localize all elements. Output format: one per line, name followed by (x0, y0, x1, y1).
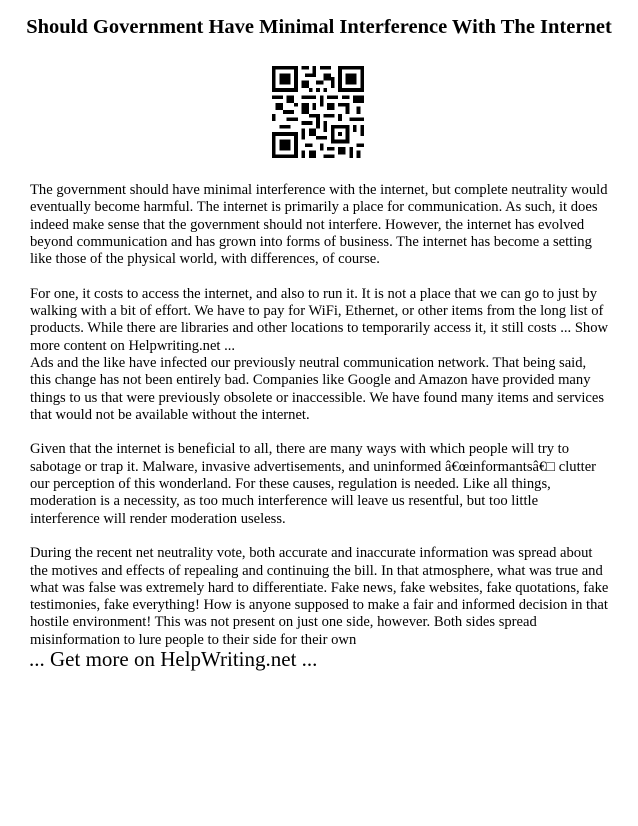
article-body (30, 182, 610, 649)
paragraph-cost: For one, it costs to access the internet, and also to run it. It is not a place that we can go to just by walking with a bit of effort. We have to pay for WiFi, Ethernet, or other items from the long list of products. While there are libraries and other locations to temporarily access it, it still costs ... Show more content on Helpwriting.net ... (30, 285, 609, 354)
document-title: Should Government Have Minimal Interference With The Internet (26, 16, 612, 38)
paragraph-regulation: Given that the internet is beneficial to all, there are many ways with which people will try to sabotage or trap it. Malware, invasive advertisements, and uninformed â€œinformantsâ€□ clutter our perception of this wonderland. For these causes, regulation is needed. Like all things, moderation is a necessity, as too much interference will leave us resentful, but too little interference will render moderation useless. (30, 441, 597, 527)
paragraph-intro: The government should have minimal interference with the internet, but complete neutrality would eventually become harmful. The internet is primarily a place for communication. As such, it does indeed make sense that the government should not interfere. However, the internet has evolved beyond communication and has grown into forms of business. The internet has become a setting like those of the physical world, with differences, of course. (30, 182, 608, 268)
paragraph-ads: Ads and the like have infected our previously neutral communication network. That being said, this change has not been entirely bad. Companies like Google and Amazon have provided many things to us that were previously obsolete or inaccessible. We have found many items and services that would not be available without the internet. (30, 354, 605, 423)
qr-code-icon (272, 66, 364, 158)
paragraph-neutrality-vote: During the recent net neutrality vote, both accurate and inaccurate information was spread about the motives and effects of repealing and continuing the bill. In that atmosphere, what was true and what was false was extremely hard to differentiate. Fake news, fake websites, fake quotations, fake testimonies, fake everything! How is anyone supposed to make a fair and informed decision in that hostile environment! This was not present on just one side, however. Both sides spread misinformation to lure people to their side for their own (30, 545, 609, 648)
get-more-link[interactable]: ... Get more on HelpWriting.net ... (29, 647, 318, 671)
